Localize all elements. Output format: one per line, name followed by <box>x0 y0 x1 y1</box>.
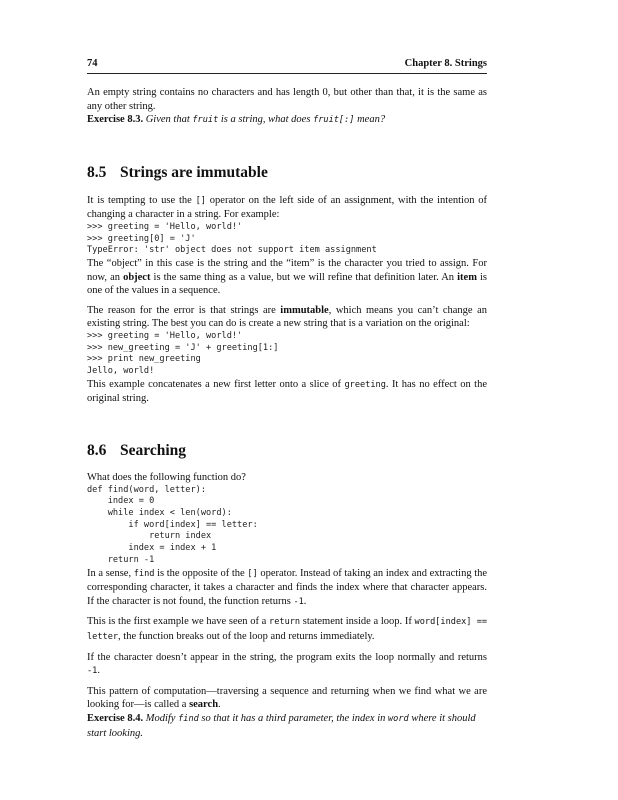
code-line: >>> greeting = 'Hello, world!' <box>87 331 243 342</box>
text: The “object” in this case is the string and the “item” is the character you tried to assign. For now, an <box>87 258 487 283</box>
paragraph <box>87 615 487 644</box>
section-title: Searching <box>120 442 187 460</box>
code-line: >>> greeting = 'Hello, world!' <box>87 221 243 232</box>
exercise-8-4 <box>87 712 487 740</box>
code-line: >>> new_greeting = 'J' + greeting[1:] <box>87 342 279 353</box>
text: is one of the values in a sequence. <box>87 271 488 297</box>
text: . It has no effect on the original string. <box>87 378 487 405</box>
code-line: return -1 <box>87 554 155 565</box>
code-line: return index <box>87 531 212 542</box>
header-rule <box>87 73 487 74</box>
inline-code: [] <box>247 568 258 579</box>
code-line: while index < len(word): <box>87 508 232 519</box>
text: , the function breaks out of the loop and returns immediately. <box>118 630 375 642</box>
exercise-text: where it should start looking. <box>87 712 476 739</box>
inline-code: fruit <box>192 115 219 126</box>
code-block <box>87 222 487 257</box>
chapter-title: Chapter 8. Strings <box>404 58 487 69</box>
exercise-label: Exercise 8.4. <box>87 712 144 724</box>
exercise-text: mean? <box>357 114 386 126</box>
text: If the character doesn’t appear in the string, the program exits the loop normally and returns <box>87 651 487 663</box>
section-number: 8.6 <box>87 442 107 460</box>
exercise-text: Given that <box>145 114 190 126</box>
paragraph <box>87 304 487 331</box>
text: operator on the left side of an assignment, with the intention of changing a character in a string. For example: <box>87 194 488 221</box>
inline-code: word[index] == letter <box>87 617 488 642</box>
section-number: 8.5 <box>87 163 107 181</box>
inline-code: -1 <box>87 666 98 677</box>
code-line: index = 0 <box>87 496 155 507</box>
text: It is tempting to use the <box>87 194 192 206</box>
paragraph <box>87 378 487 406</box>
section-title: Strings are immutable <box>120 163 268 181</box>
inline-code: -1 <box>293 596 304 607</box>
term-bold: search <box>189 699 219 711</box>
text: The reason for the error is that strings are <box>87 304 276 316</box>
paragraph <box>87 257 487 298</box>
code-line: >>> print new_greeting <box>87 354 201 365</box>
page-number: 74 <box>87 58 98 69</box>
text: is the opposite of the <box>157 567 245 579</box>
text: This pattern of computation—traversing a sequence and returning when we find what we are looking for—is called a <box>87 685 487 711</box>
code-line: >>> greeting[0] = 'J' <box>87 233 196 244</box>
exercise-label: Exercise 8.3. <box>87 114 144 126</box>
page-body <box>87 86 487 740</box>
paragraph <box>87 685 487 712</box>
term-bold: item <box>457 271 477 283</box>
section-heading-8-6 <box>87 442 487 460</box>
paragraph <box>87 567 487 610</box>
code-block <box>87 331 487 378</box>
inline-code: word <box>387 713 409 724</box>
inline-code: fruit[:] <box>313 115 355 126</box>
code-line: TypeError: 'str' object does not support item assignment <box>87 245 377 256</box>
text: In a sense, <box>87 567 132 579</box>
text: . <box>303 595 307 607</box>
code-line: Jello, world! <box>87 366 155 377</box>
text: . <box>97 665 100 677</box>
text: operator. Instead of taking an index and extracting the corresponding character, it takes a character and finds the index where that character appears. If the character is not found, the function returns <box>87 567 488 607</box>
inline-code: greeting <box>344 379 386 390</box>
term-bold: object <box>123 271 151 283</box>
term-bold: immutable <box>280 304 329 316</box>
code-line: index = index + 1 <box>87 543 217 554</box>
code-line: if word[index] == letter: <box>87 519 258 530</box>
inline-code: find <box>178 713 199 724</box>
exercise-text: so that it has a third parameter, the index in <box>201 712 386 724</box>
exercise-8-3 <box>87 113 487 128</box>
paragraph: What does the following function do? <box>87 472 246 484</box>
text: , which means you can’t change an existing string. The best you can do is create a new string that is a variation on the original: <box>87 304 487 330</box>
intro-paragraph: An empty string contains no characters and has length 0, but other than that, it is the same as any other string. <box>87 87 487 112</box>
inline-code: return <box>269 617 301 628</box>
exercise-text: Modify <box>145 712 176 724</box>
text: This example concatenates a new first letter onto a slice of <box>87 378 342 390</box>
code-block <box>87 485 487 567</box>
inline-code: [] <box>195 195 206 206</box>
exercise-text: is a string, what does <box>220 114 311 126</box>
section-heading-8-5 <box>87 164 487 182</box>
paragraph <box>87 194 487 222</box>
inline-code: find <box>133 568 155 579</box>
text: statement inside a loop. If <box>302 616 412 628</box>
text: This is the first example we have seen of a <box>87 616 267 628</box>
paragraph <box>87 651 487 679</box>
text: is the same thing as a value, but we will refine that definition later. An <box>153 271 455 283</box>
code-line: def find(word, letter): <box>87 484 206 495</box>
text: . <box>218 699 221 711</box>
